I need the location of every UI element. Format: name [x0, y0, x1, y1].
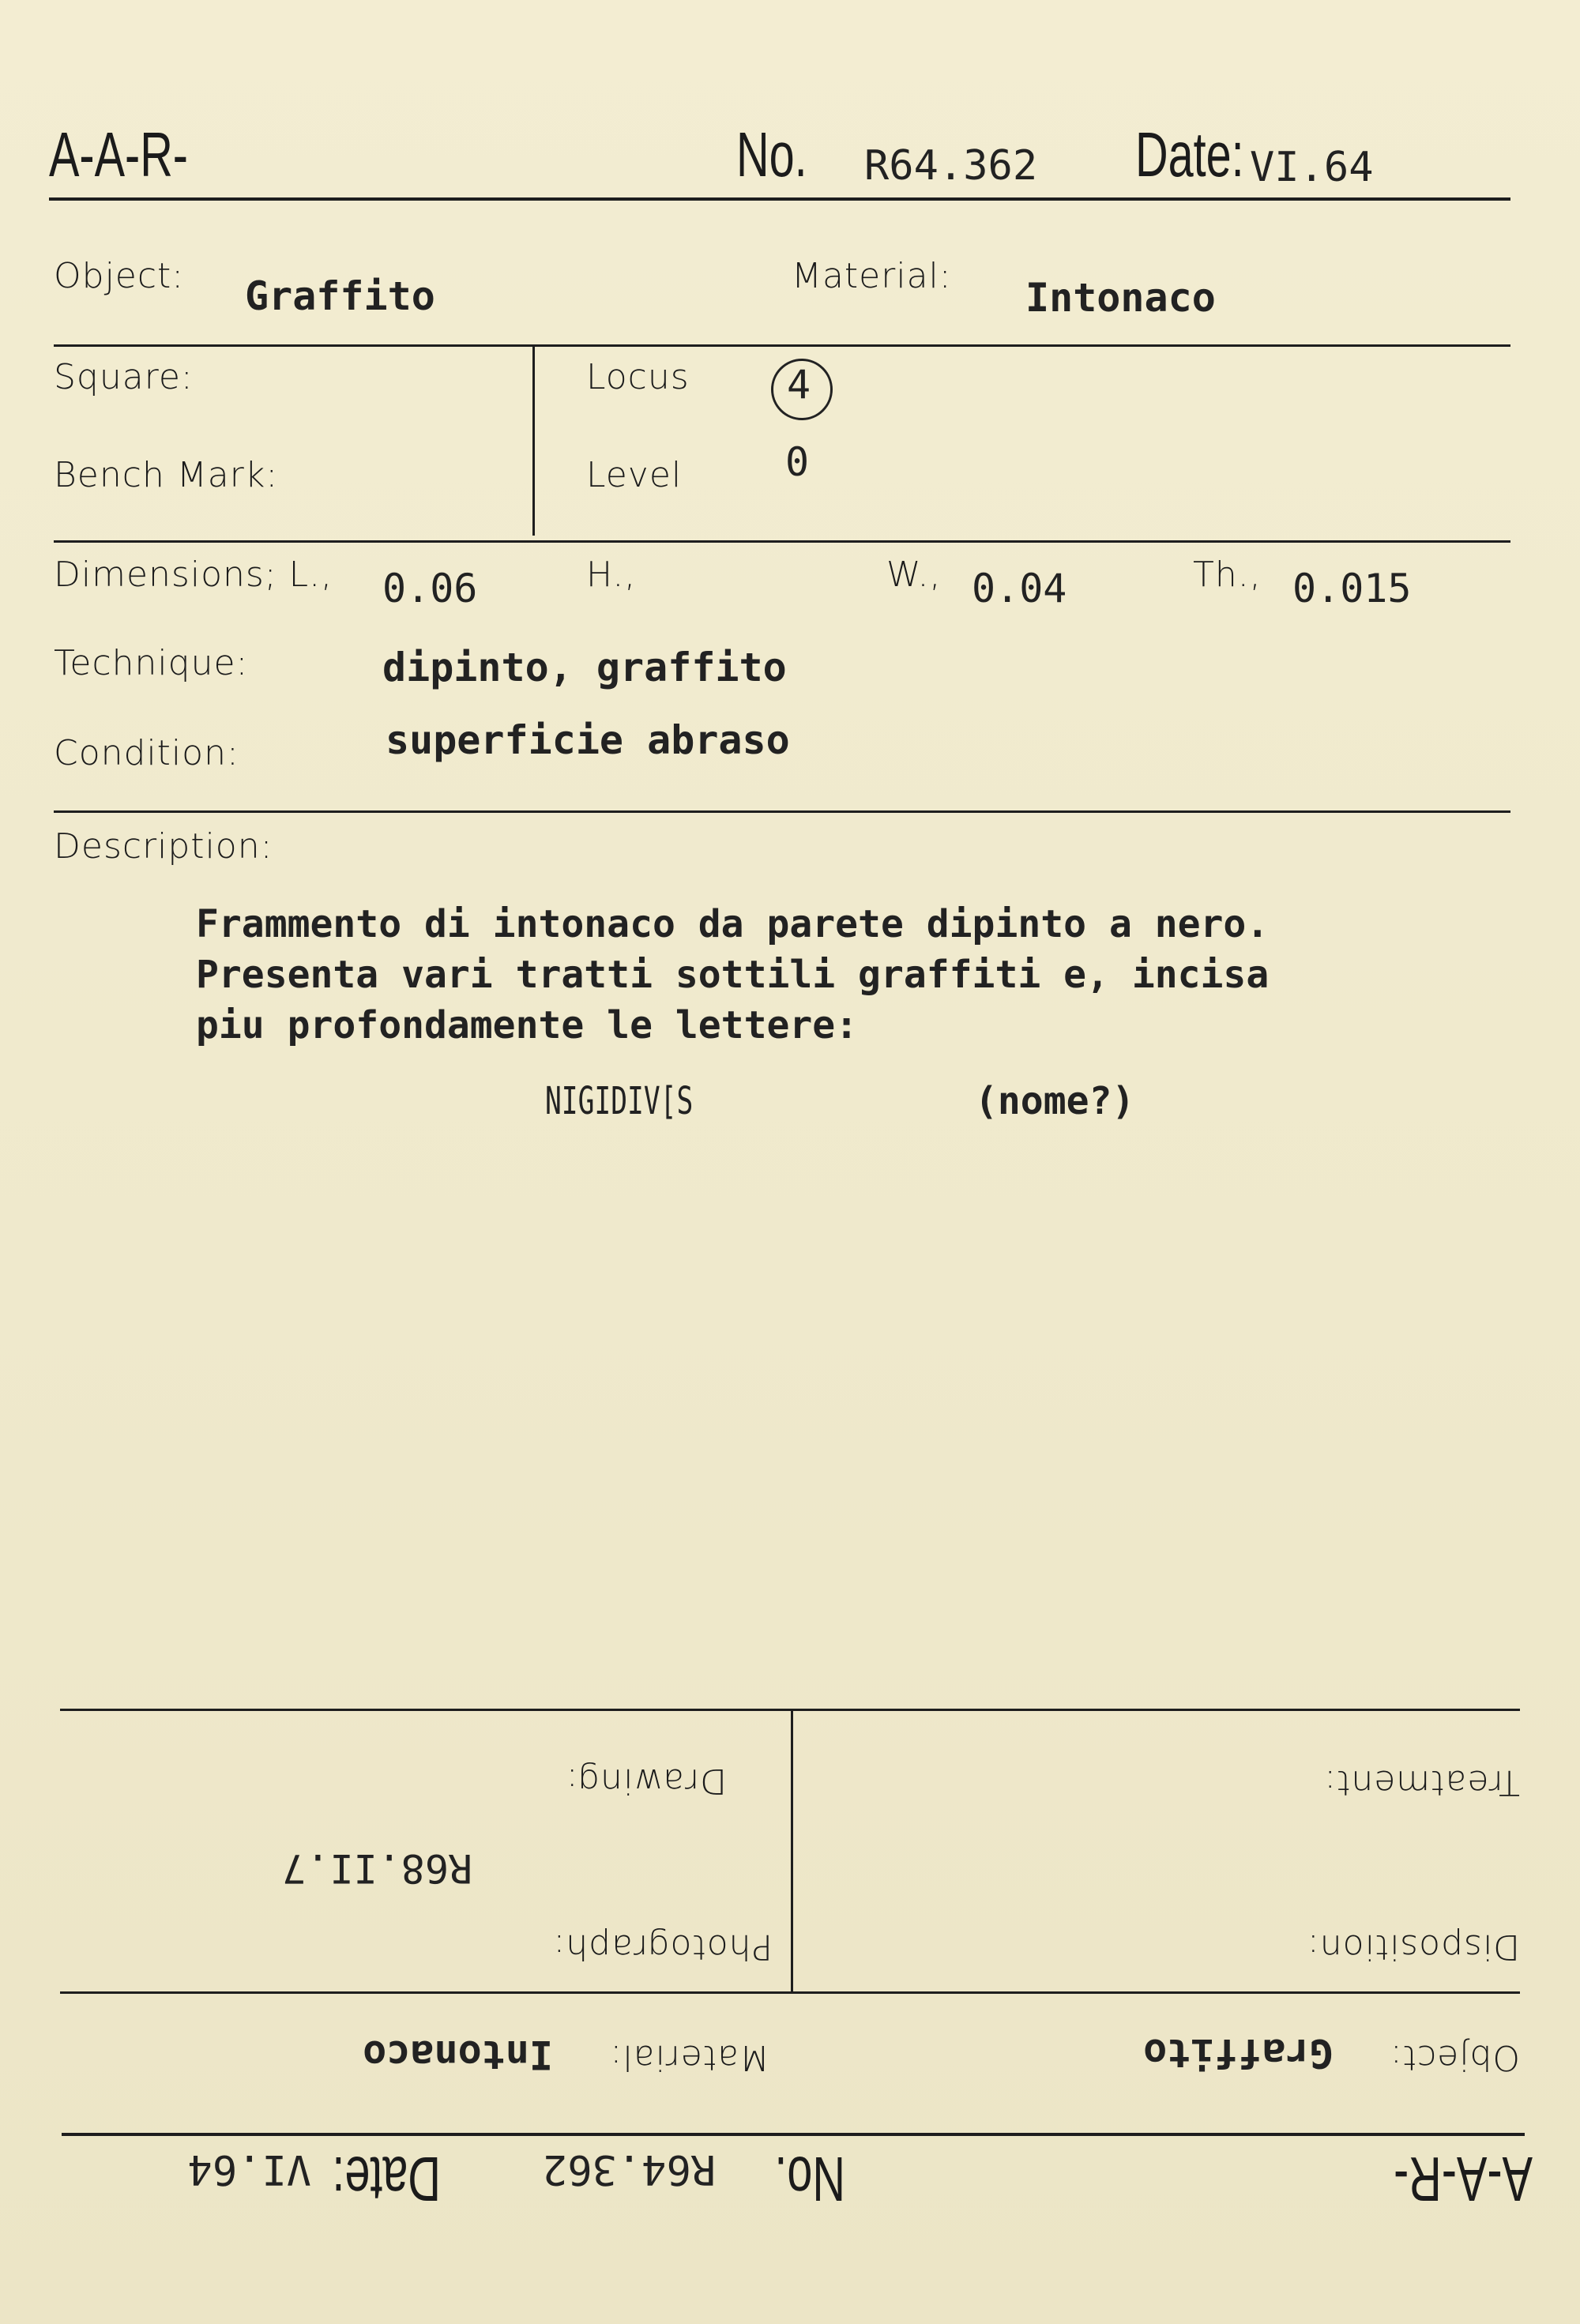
condition-label: Condition:	[54, 733, 239, 773]
treatment-label: Treatment:	[1323, 1762, 1520, 1803]
description-line-3: piu profondamente le lettere:	[196, 1003, 859, 1047]
inscription: NIGIDIV[S	[545, 1079, 694, 1123]
description-label: Description:	[54, 826, 273, 867]
brand-title: A-A-R-	[49, 119, 188, 190]
disposition-label: Disposition:	[1306, 1927, 1520, 1967]
description-line-1: Frammento di intonaco da parete dipinto a nero.	[196, 902, 1270, 946]
inscription-note: (nome?)	[975, 1079, 1135, 1123]
bottom-material-label: Material:	[609, 2037, 769, 2078]
bottom-object-label: Object:	[1389, 2037, 1520, 2078]
bottom-section-rule	[60, 1709, 1520, 1711]
bench-mark-label: Bench Mark:	[54, 455, 279, 495]
bottom-number-label: No.	[774, 2144, 845, 2214]
bottom-object-value: Graffito	[1143, 2030, 1334, 2076]
date-value: VI.64	[1250, 144, 1374, 191]
drawing-label: Drawing:	[565, 1761, 727, 1801]
level-value: 0	[785, 439, 810, 485]
photograph-label: Photograph:	[552, 1927, 773, 1967]
number-value: R64.362	[864, 142, 1038, 190]
bottom-number-value: R64.362	[542, 2145, 716, 2193]
object-label: Object:	[54, 256, 185, 296]
square-label: Square:	[54, 357, 194, 397]
material-label: Material:	[792, 256, 952, 296]
level-label: Level	[586, 455, 683, 495]
object-rule	[54, 344, 1510, 347]
bottom-header-rule	[62, 2133, 1525, 2136]
technique-label: Technique:	[54, 643, 249, 683]
dimension-w-label: W.,	[886, 555, 942, 595]
dimension-th-value: 0.015	[1292, 566, 1412, 611]
locus-value: 4	[787, 362, 811, 408]
condition-value: superficie abraso	[386, 717, 790, 763]
condition-rule	[54, 810, 1510, 813]
number-label: No.	[736, 119, 807, 190]
photograph-value: R68.II.7	[282, 1845, 472, 1891]
bottom-date-label: Date:	[332, 2144, 441, 2214]
object-value: Graffito	[245, 273, 435, 319]
bottom-date-value: VI.64	[187, 2145, 311, 2193]
inverted-bottom-section	[0, 1627, 1580, 2324]
dimension-th-label: Th.,	[1193, 555, 1262, 595]
bottom-object-rule	[60, 1991, 1520, 1994]
header-rule	[49, 197, 1510, 201]
locus-divider	[532, 346, 535, 536]
bottom-divider	[791, 1709, 793, 1992]
dimensions-label: Dimensions; L.,	[54, 555, 333, 595]
locus-label: Locus	[586, 357, 690, 397]
level-rule	[54, 540, 1510, 543]
dimension-l-value: 0.06	[382, 566, 478, 611]
technique-value: dipinto, graffito	[382, 645, 787, 690]
dimension-h-label: H.,	[586, 555, 637, 595]
bottom-brand-title: A-A-R-	[1394, 2144, 1533, 2214]
dimension-w-value: 0.04	[972, 566, 1067, 611]
description-line-2: Presenta vari tratti sottili graffiti e, incisa	[196, 953, 1270, 997]
bottom-material-value: Intonaco	[363, 2032, 553, 2078]
material-value: Intonaco	[1025, 275, 1216, 321]
date-label: Date:	[1135, 119, 1244, 190]
